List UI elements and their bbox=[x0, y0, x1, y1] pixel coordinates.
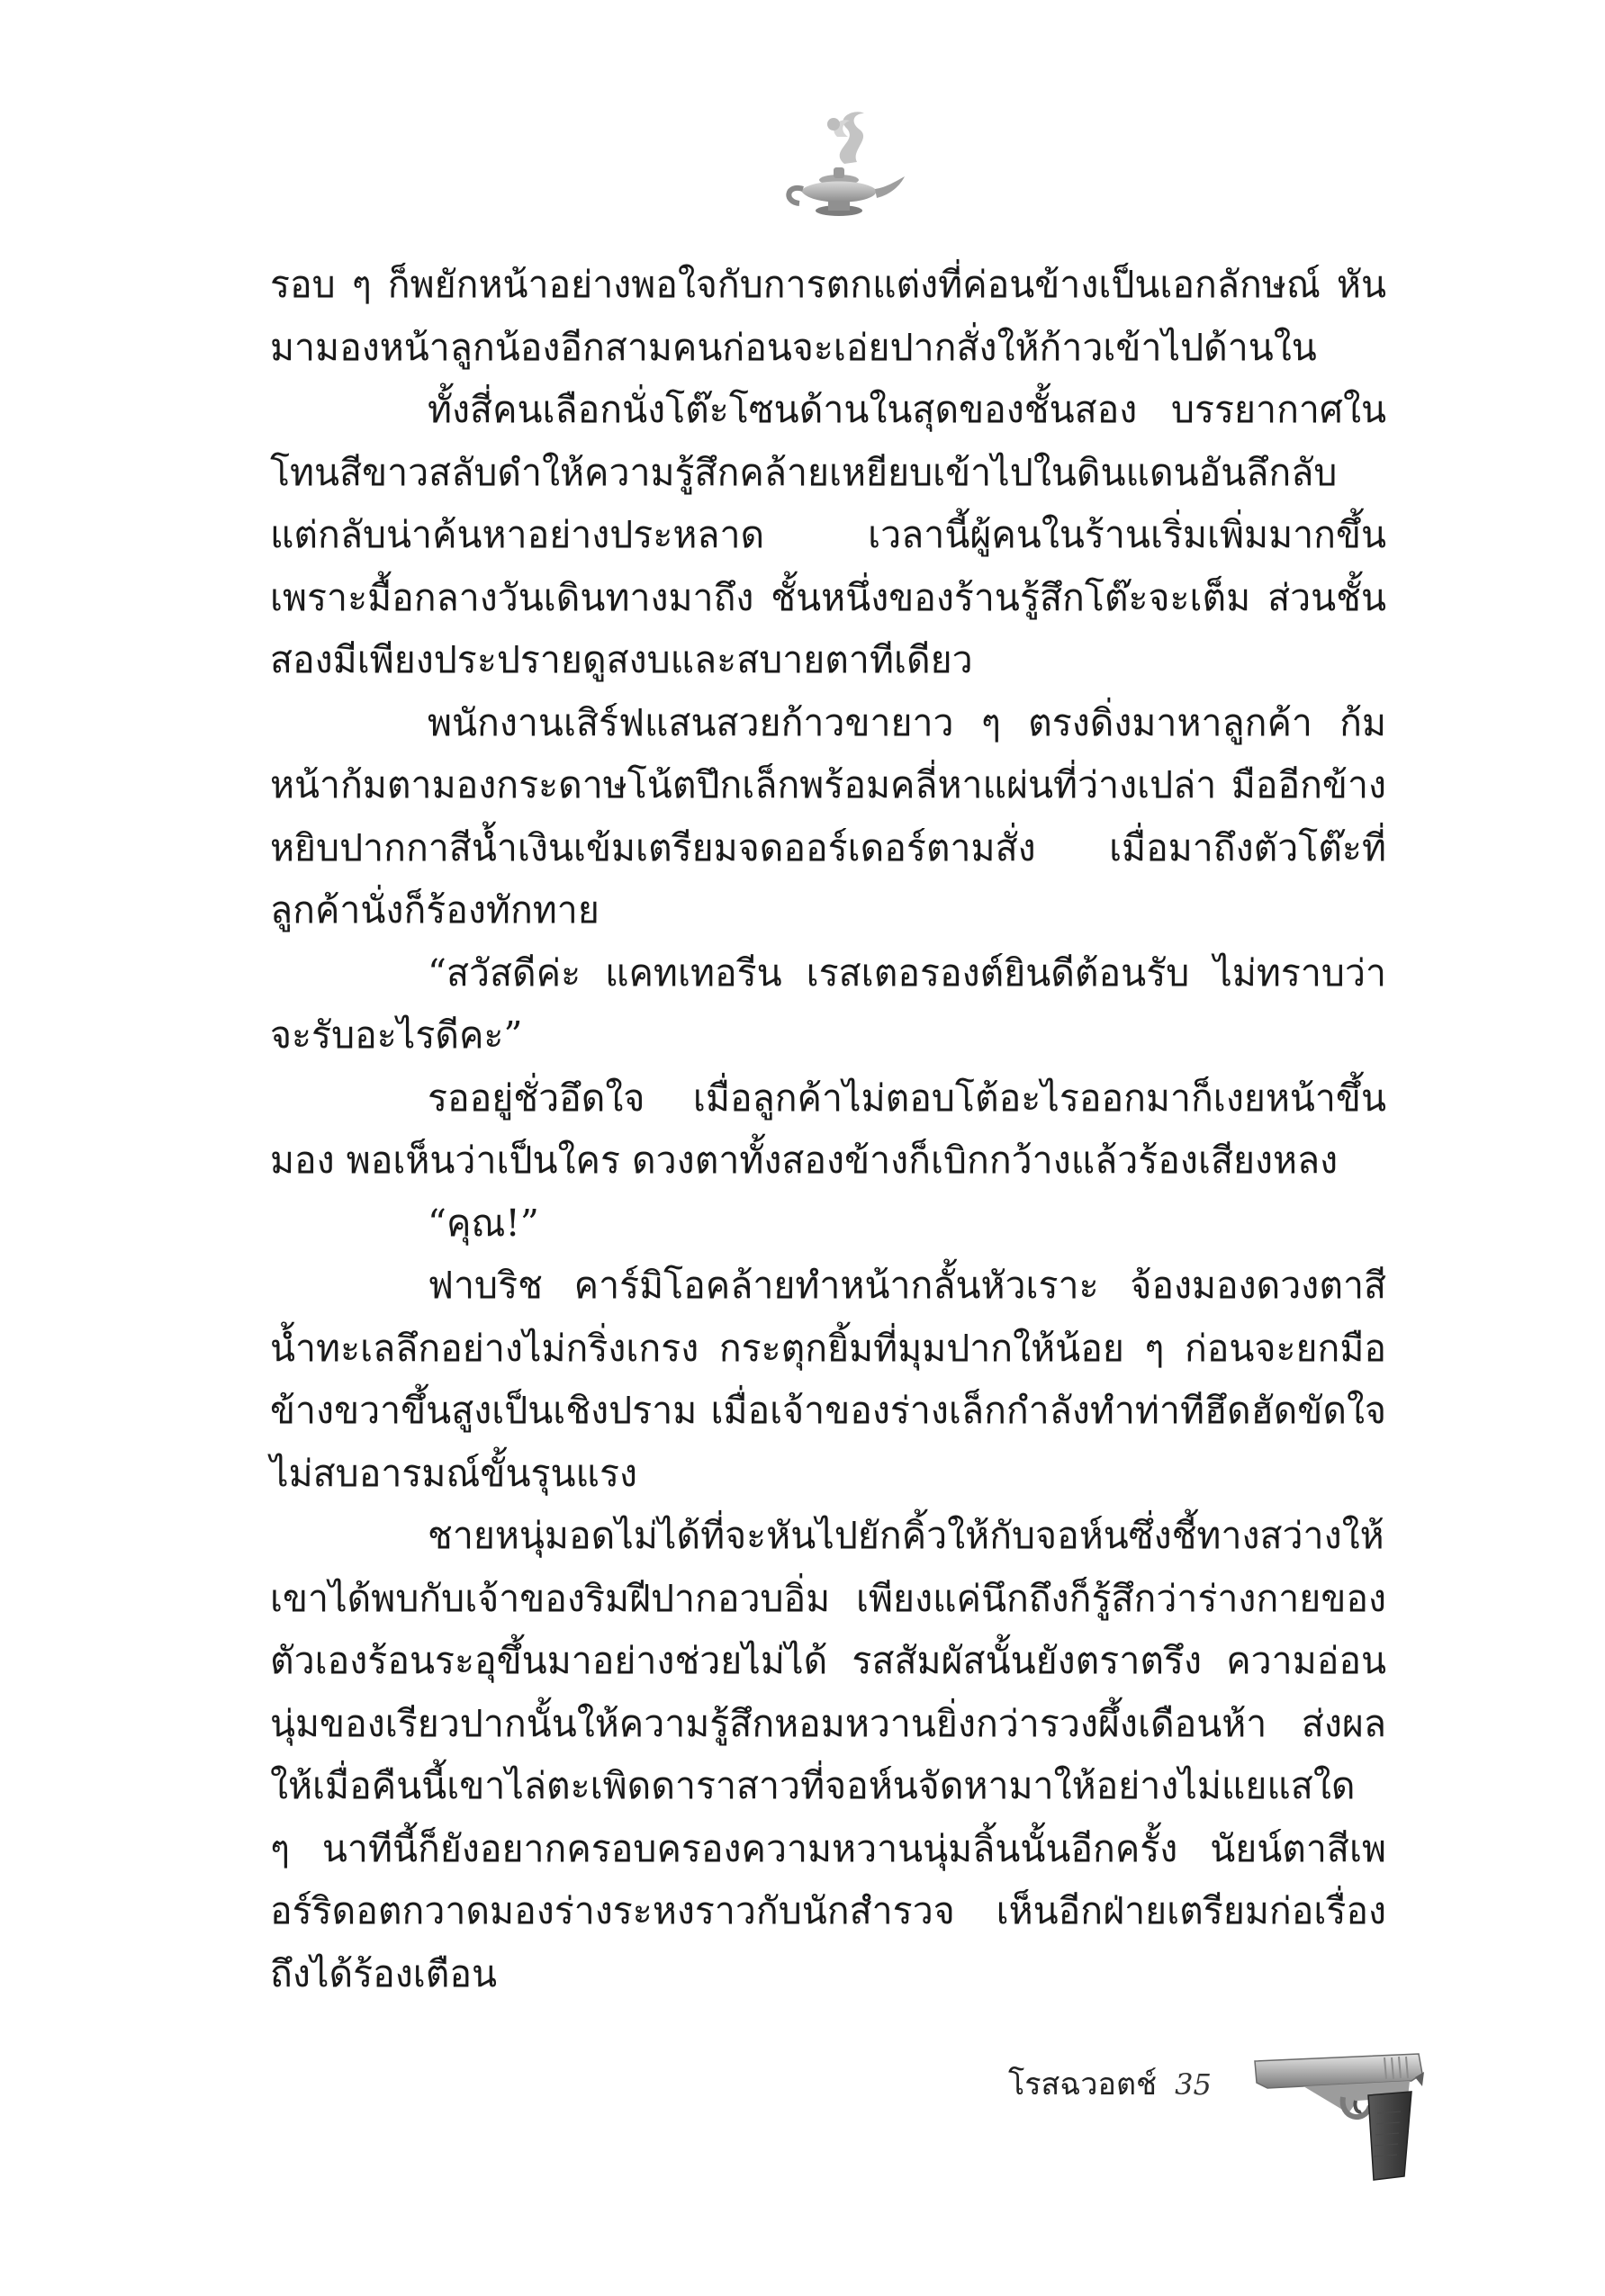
body-text bbox=[270, 254, 1386, 2005]
book-title: โรสฉวอตช์ bbox=[1008, 2066, 1158, 2102]
page-number: 35 bbox=[1175, 2067, 1212, 2102]
page-footer bbox=[1008, 2059, 1233, 2104]
paragraph: “คุณ!” bbox=[428, 1201, 539, 1245]
paragraph: รอบ ๆ ก็พยักหน้าอย่างพอใจกับการตกแต่งที่ค่อนข้างเป็นเอกลักษณ์ หันมามองหน้าลูกน้องอีกสามคนก่อนจะเอ่ยปากสั่งให้ก้าวเข้าไปด้านใน bbox=[270, 263, 1386, 369]
paragraph: พนักงานเสิร์ฟแสนสวยก้าวขายาว ๆ ตรงดิ่งมาหาลูกค้า ก้มหน้าก้มตามองกระดาษโน้ตปึกเล็กพร้อมคลี่หาแผ่นที่ว่างเปล่า มืออีกข้างหยิบปากกาสีน้ำเงินเข้มเตรียมจดออร์เดอร์ตามสั่ง เมื่อมาถึงตัวโต๊ะที่ลูกค้านั่งก็ร้องทักทาย bbox=[270, 700, 1386, 932]
paragraph: “สวัสดีค่ะ แคทเทอรีน เรสเตอรองต์ยินดีต้อนรับ ไม่ทราบว่าจะรับอะไรดีคะ” bbox=[270, 950, 1386, 1057]
pistol-icon bbox=[1249, 2041, 1425, 2185]
paragraph: ฟาบริช คาร์มิโอคล้ายทำหน้ากลั้นหัวเราะ จ้องมองดวงตาสีน้ำทะเลลึกอย่างไม่กริ่งเกรง กระตุกยิ้มที่มุมปากให้น้อย ๆ ก่อนจะยกมือข้างขวาขึ้นสูงเป็นเชิงปราม เมื่อเจ้าของร่างเล็กกำลังทำท่าทีฮึดฮัดขัดใจ ไม่สบอารมณ์ขั้นรุนแรง bbox=[270, 1264, 1386, 1495]
genie-lamp-icon bbox=[774, 101, 909, 231]
paragraph: ทั้งสี่คนเลือกนั่งโต๊ะโซนด้านในสุดของชั้นสอง บรรยากาศในโทนสีขาวสลับดำให้ความรู้สึกคล้ายเหยียบเข้าไปในดินแดนอันลึกลับ แต่กลับน่าค้นหาอย่างประหลาด เวลานี้ผู้คนในร้านเริ่มเพิ่มมากขึ้น เพราะมื้อกลางวันเดินทางมาถึง ชั้นหนึ่งของร้านรู้สึกโต๊ะจะเต็ม ส่วนชั้นสองมีเพียงประปรายดูสงบและสบายตาทีเดียว bbox=[270, 388, 1386, 681]
paragraph: ชายหนุ่มอดไม่ได้ที่จะหันไปยักคิ้วให้กับจอห์นซึ่งชี้ทางสว่างให้เขาได้พบกับเจ้าของริมฝีปากอวบอิ่ม เพียงแค่นึกถึงก็รู้สึกว่าร่างกายของตัวเองร้อนระอุขึ้นมาอย่างช่วยไม่ได้ รสสัมผัสนั้นยังตราตรึง ความอ่อนนุ่มของเรียวปากนั้นให้ความรู้สึกหอมหวานยิ่งกว่ารวงผึ้งเดือนห้า ส่งผลให้เมื่อคืนนี้เขาไล่ตะเพิดดาราสาวที่จอห์นจัดหามาให้อย่างไม่แยแสใด ๆ นาทีนี้ก็ยังอยากครอบครองความหวานนุ่มลิ้นนั้นอีกครั้ง นัยน์ตาสีเพอร์ริดอตกวาดมองร่างระหงราวกับนักสำรวจ เห็นอีกฝ่ายเตรียมก่อเรื่องถึงได้ร้องเตือน bbox=[270, 1514, 1386, 1995]
paragraph: รออยู่ชั่วอึดใจ เมื่อลูกค้าไม่ตอบโต้อะไรออกมาก็เงยหน้าขึ้นมอง พอเห็นว่าเป็นใคร ดวงตาทั้งสองข้างก็เบิกกว้างแล้วร้องเสียงหลง bbox=[270, 1076, 1386, 1182]
